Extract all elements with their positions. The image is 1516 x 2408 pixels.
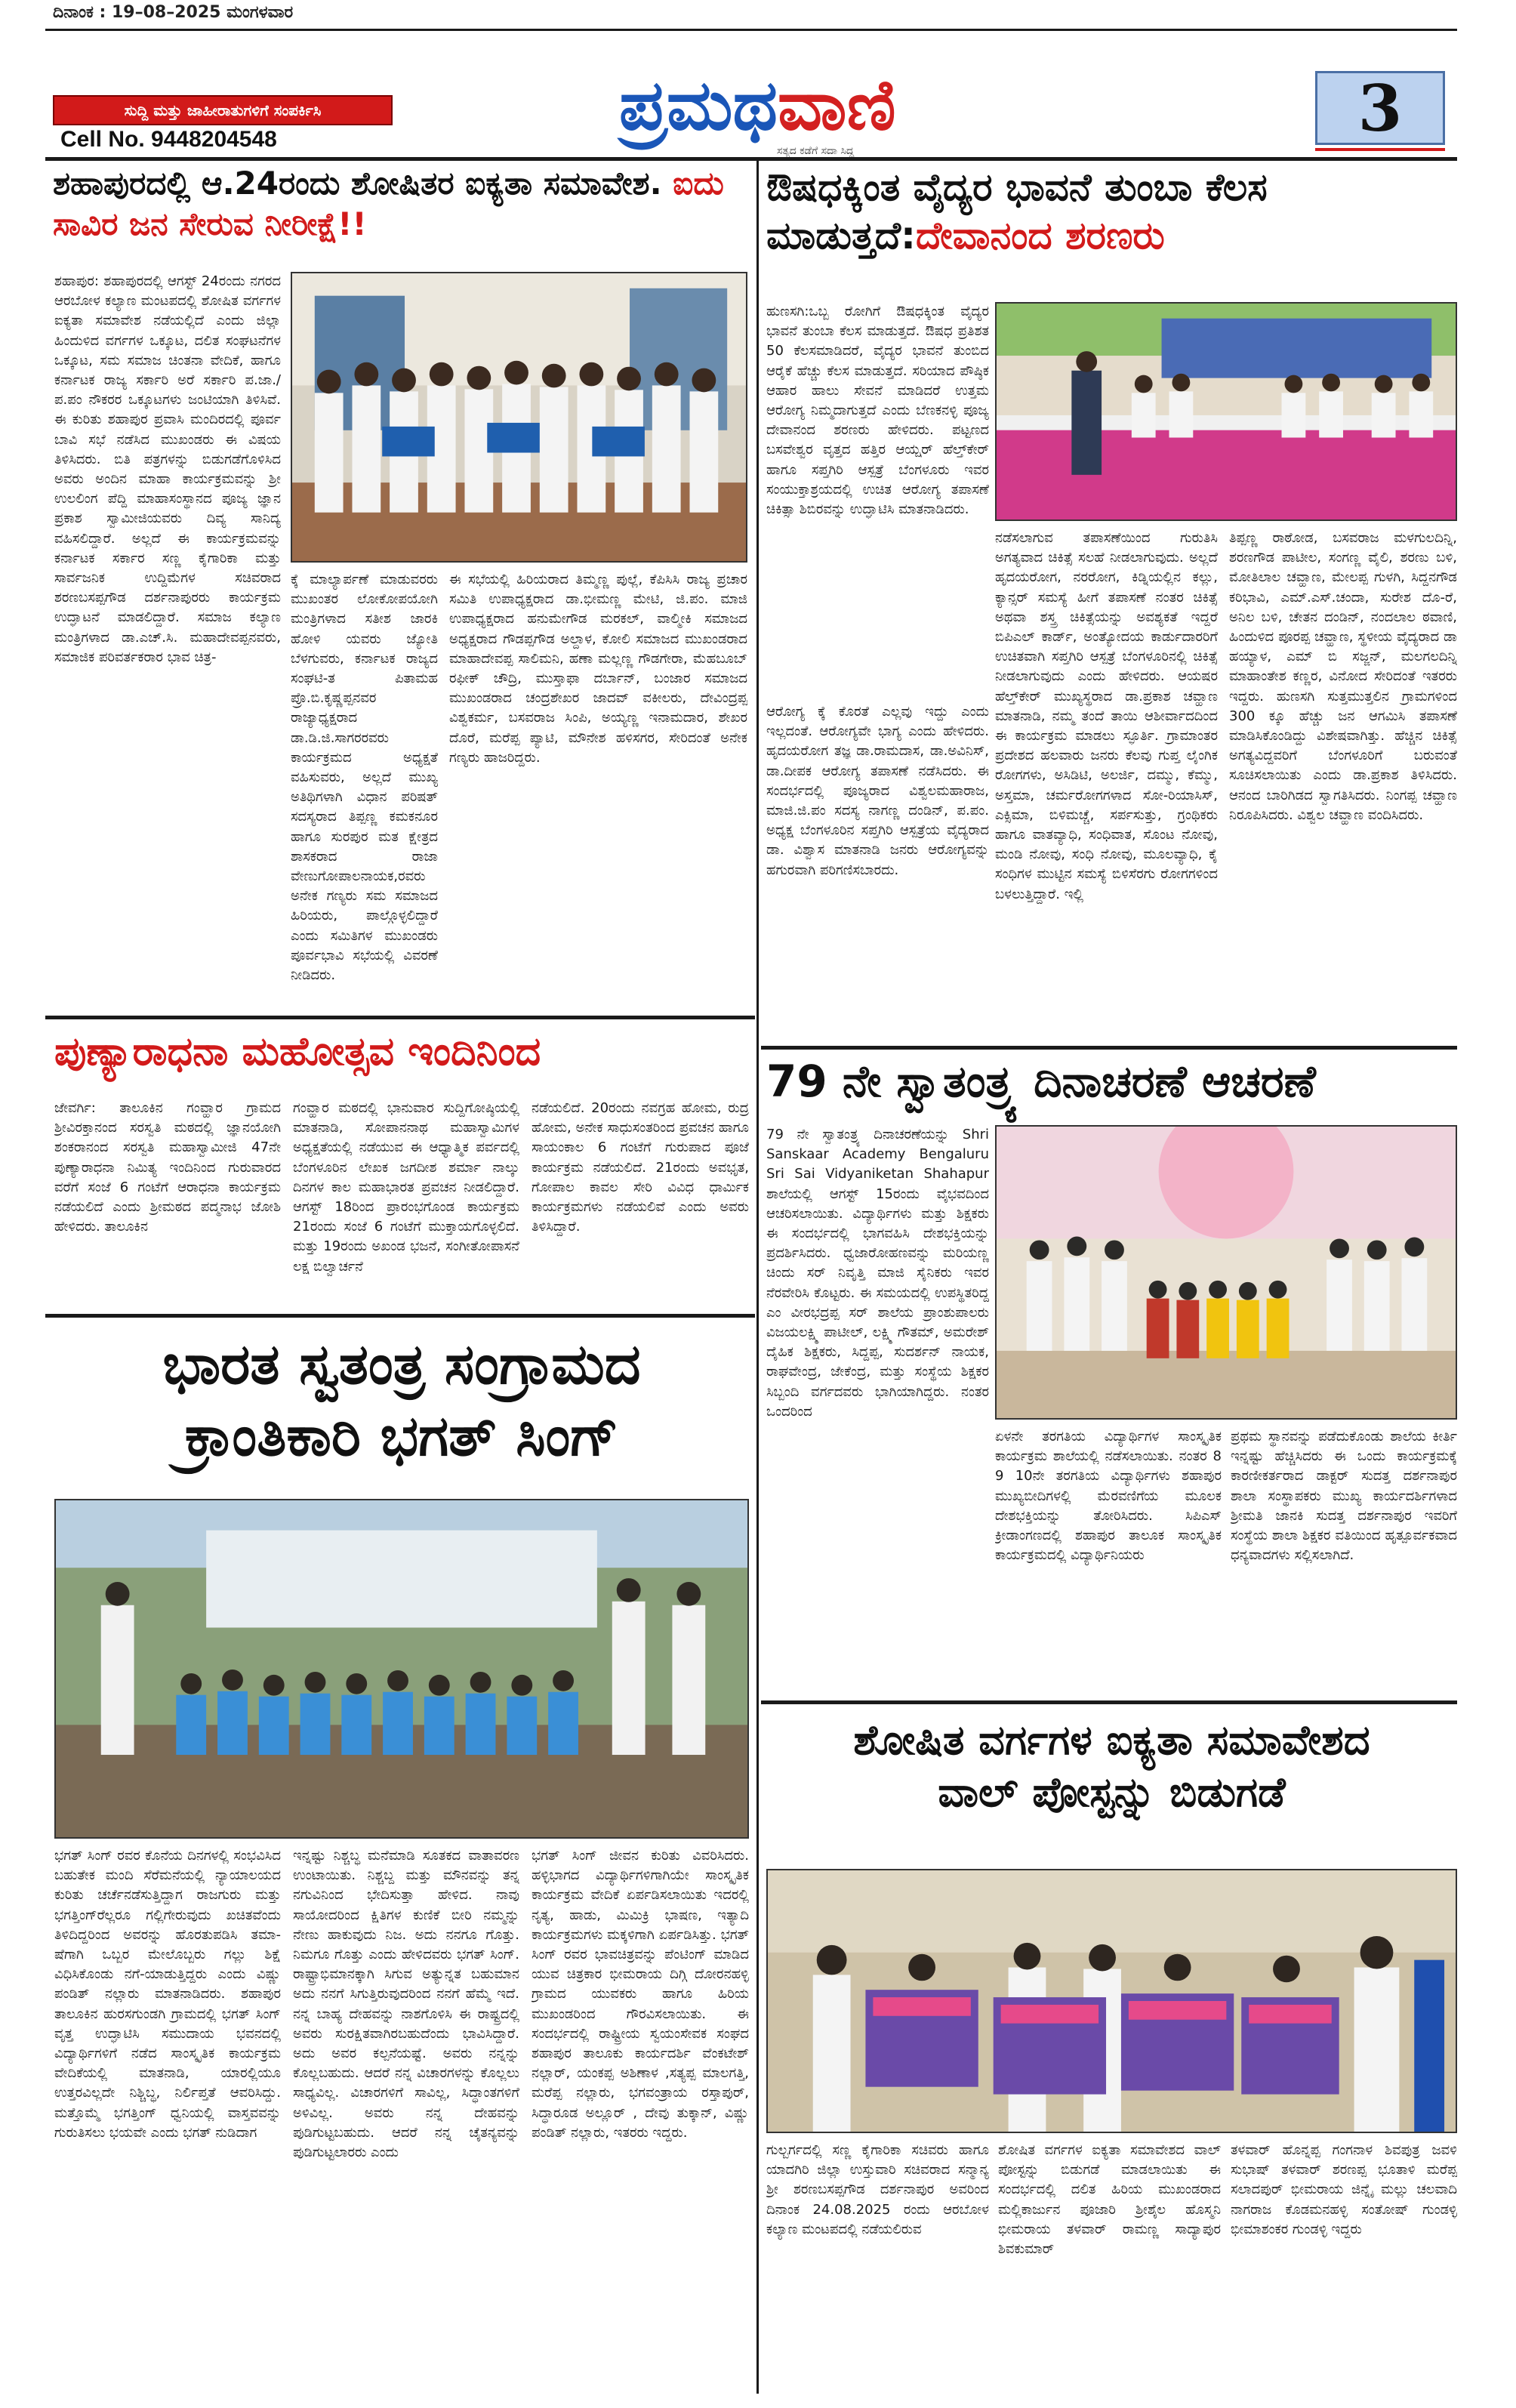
article-1-headline-red: ಐದು ಸಾವಿರ ಜನ ಸೇರುವ ನೀರೀಕ್ಷೆ!! — [53, 165, 724, 242]
article-3-col-1: ಜೇವರ್ಗಿ: ತಾಲೂಕಿನ ಗಂವ್ಹಾರ ಗ್ರಾಮದ ಶ್ರೀವಿರಕ್ತಾನಂದ ಸರಸ್ವತಿ ಮಠದಲ್ಲಿ ಜ್ಞಾನಯೋಗಿ ಶಂಕರಾನಂದ ಸರಸ್ವತಿ ಮಹಾಸ್ವಾಮೀಜಿ 47ನೇ ಪುಣ್ಯಾರಾಧನಾ ನಿಮಿತ್ಯ ಇಂದಿನಿಂದ ಗುರುವಾರದ ವರೆಗೆ ಸಂಜೆ 6 ಗಂಟೆಗೆ ಆರಾಧನಾ ಕಾರ್ಯಕ್ರಮ ನಡೆಯಲಿದೆ ಎಂದು ಶ್ರೀಮಠದ ಪದ್ಮನಾಭ ಜೋಶಿ ಹೇಳಿದರು. ತಾಲೂಕಿನ — [54, 1100, 281, 1235]
photo-meeting-group — [291, 272, 747, 563]
article-6-headline-line-1: ಶೋಷಿತ ವರ್ಗಗಳ ಐಕ್ಯತಾ ಸಮಾವೇಶದ — [853, 1716, 1370, 1764]
cell-number: Cell No. 9448204548 — [60, 127, 277, 152]
photo-independence-day-school — [995, 1125, 1457, 1420]
article-5-col-3: ಭಗತ್ ಸಿಂಗ್ ಜೀವನ ಕುರಿತು ವಿವರಿಸಿದರು. ಹಳ್ಳಿಭಾಗದ ವಿದ್ಯಾರ್ಥಿಗಳಿಗಾಗಿಯೇ ಸಾಂಸ್ಕೃತಿಕ ಕಾರ್ಯಕ್ರಮ ವೇದಿಕೆ ಏರ್ಪಡಿಸಲಾಯಿತು ಇದರಲ್ಲಿ ನೃತ್ಯ, ಹಾಡು, ಮಿಮಿಕ್ರಿ ಭಾಷಣ, ಇತ್ಯಾದಿ ಕಾರ್ಯಕ್ರಮಗಳು ಮಕ್ಕಳಿಗಾಗಿ ಏರ್ಪಡಿಸಿತ್ತು. ಭಗತ್ ಸಿಂಗ್ ರವರ ಭಾವಚಿತ್ರವನ್ನು ಪೆಂಟಿಂಗ್ ಮಾಡಿದ ಯುವ ಚಿತ್ರಕಾರ ಭೀಮರಾಯ ದಿಗ್ಗಿ ದೋರನಹಳ್ಳಿ ಗ್ರಾಮದ ಯುವಕರು ಹಾಗೂ ಹಿರಿಯ ಮುಖಂಡರಿಂದ ಗೌರವಿಸಲಾಯಿತು. ಈ ಸಂದರ್ಭದಲ್ಲಿ ರಾಷ್ಟ್ರೀಯ ಸ್ವಯಂಸೇವಕ ಸಂಘದ ಶಹಾಪುರ ತಾಲೂಕು ಕಾರ್ಯದರ್ಶಿ ವೆಂಕಟೇಶ್ ನಲ್ಲಾರ್, ಯಂಕಪ್ಪ ಅಶಿಣಾಳ ,ಸತ್ಯಪ್ಪ ಮಾಲಗತ್ತಿ, ಮರೆಪ್ಪ ನಲ್ಲಾರು, ಭಗವಂತ್ರಾಯ ರಸ್ತಾಪುರ್, ಸಿದ್ಧಾರೂಡ ಅಲ್ಲೂರ್ , ದೇವು ತುಕ್ಕಾನ್, ವಿಷ್ಣು ಪಂಡಿತ್ ನಲ್ಲಾರು, ಇತರರು ಇದ್ದರು. — [532, 1848, 749, 2141]
dateline: ದಿನಾಂಕ : 19–08–2025 ಮಂಗಳವಾರ — [53, 3, 294, 22]
article-2-intro: ಹುಣಸಗಿ:ಒಬ್ಬ ರೋಗಿಗೆ ಔಷಧಕ್ಕಿಂತ ವೈದ್ಯರ ಭಾವನೆ ತುಂಬಾ ಕೆಲಸ ಮಾಡುತ್ತದೆ. ಔಷಧ ಪ್ರತಿಶತ 50 ಕೆಲಸಮಾಡಿದರೆ, ವೈದ್ಯರ ಭಾವನೆ ತುಂಬಿದ ಆರೈಕೆ ಹೆಚ್ಚು ಕೆಲಸ ಮಾಡುತ್ತದೆ. ಸರಿಯಾದ ಪೌಷ್ಠಿಕ ಆಹಾರ ಹಾಲು ಸೇವನೆ ಮಾಡಿದರೆ ಉತ್ತಮ ಆರೋಗ್ಯ ನಿಮ್ಮದಾಗುತ್ತದೆ ಎಂದು ಬೆಣಕನಳ್ಳಿ ಪೂಜ್ಯ ದೇವಾನಂದ ಶರಣರು ಹೇಳಿದರು. ಪಟ್ಟಣದ ಬಸವೇಶ್ವರ ವೃತ್ತದ ಹತ್ತಿರ ಆಯ್ಷರ್ ಹೆಲ್ತ್‌ಕೇರ್ ಹಾಗೂ ಸಪ್ತಗಿರಿ ಆಸ್ಪತ್ರೆ ಬೆಂಗಳೂರು ಇವರ ಸಂಯುಕ್ತಾಶ್ರಯದಲ್ಲಿ ಉಚಿತ ಆರೋಗ್ಯ ತಪಾಸಣೆ ಚಿಕಿತ್ಸಾ ಶಿಬಿರವನ್ನು ಉದ್ಘಾಟಿಸಿ ಮಾತನಾಡಿದರು. — [766, 304, 989, 518]
center-divider — [756, 159, 759, 2394]
photo-poster-release — [766, 1869, 1457, 2133]
article-5-headline — [54, 1329, 749, 1472]
article-2-headline-black: ಔಷಧಕ್ಕಿಂತ ವೈದ್ಯರ ಭಾವನೆ ತುಂಬಾ ಕೆಲಸ ಮಾಡುತ್ತದೆ: — [766, 165, 1268, 257]
photo-health-camp — [995, 302, 1457, 521]
article-3-col-2: ಗಂವ್ಹಾರ ಮಠದಲ್ಲಿ ಭಾನುವಾರ ಸುದ್ದಿಗೋಷ್ಠಿಯಲ್ಲಿ ಮಾತನಾಡಿ, ಸೋಪಾನನಾಥ ಮಹಾಸ್ವಾಮಿಗಳ ಅಧ್ಯಕ್ಷತೆಯಲ್ಲಿ ನಡೆಯುವ ಈ ಆಧ್ಯಾತ್ಮಿಕ ಪರ್ವದಲ್ಲಿ ಬೆಂಗಳೂರಿನ ಲೇಖಕ ಜಗದೀಶ ಶರ್ಮಾ ನಾಲ್ಕು ದಿನಗಳ ಕಾಲ ಮಹಾಭಾರತ ಪ್ರವಚನ ನೀಡಲಿದ್ದಾರೆ. ಆಗಸ್ಟ್ 18ರಿಂದ ಪ್ರಾರಂಭಗೊಂಡ ಕಾರ್ಯಕ್ರಮ 21ರಂದು ಸಂಜೆ 6 ಗಂಟೆಗೆ ಮುಕ್ತಾಯಗೊಳ್ಳಲಿದೆ. ಮತ್ತು 19ರಂದು ಅಖಂಡ ಭಜನೆ, ಸಂಗೀತೋಪಾಸನೆ ಲಕ್ಷ ಬಿಲ್ವಾರ್ಚನೆ — [293, 1100, 519, 1275]
article-3-headline: ಪುಣ್ಯಾರಾಧನಾ ಮಹೋತ್ಸವ ಇಂದಿನಿಂದ — [54, 1029, 541, 1075]
masthead-top-rule — [45, 29, 1457, 31]
article-2-col-2: ಆರೋಗ್ಯ ಕ್ಕೆ ಕೊರತೆ ಎಲ್ಲವು ಇದ್ದು ಎಂದು ಇಲ್ಲದಂತೆ. ಆರೋಗ್ಯವೇ ಭಾಗ್ಯ ಎಂದು ಹೇಳಿದರು. ಹೃದಯರೋಗ ತಜ್ಞ ಡಾ.ರಾಮದಾಸ, ಡಾ.ಅವಿನಿಸ್, ಡಾ.ದೀಪಕ ಆರೋಗ್ಯ ತಪಾಸಣೆ ನಡೆಸಿದರು. ಈ ಸಂದರ್ಭದಲ್ಲಿ ಪೂಜ್ಯರಾದ ವಿಶ್ವಲಮಹಾರಾಜ, ಮಾಜಿ.ಜಿ.ಪಂ ಸದಸ್ಯ ನಾಗಣ್ಣ ದಂಡಿನ್, ಪ.ಪಂ. ಅಧ್ಯಕ್ಷ ಬೆಂಗಳೂರಿನ ಸಪ್ತಗಿರಿ ಆಸ್ಪತ್ರೆಯ ವೈದ್ಯರಾದ ಡಾ. ವಿಶ್ವಾಸ ಮಾತನಾಡಿ ಜನರು ಆರೋಗ್ಯವನ್ನು ಹಗುರವಾಗಿ ಪರಿಗಣಿಸಬಾರದು. — [766, 704, 989, 878]
article-6-col-1: ಗುಲ್ಬರ್ಗದಲ್ಲಿ ಸಣ್ಣ ಕೈಗಾರಿಕಾ ಸಚಿವರು ಹಾಗೂ ಯಾದಗಿರಿ ಜಿಲ್ಲಾ ಉಸ್ತುವಾರಿ ಸಚಿವರಾದ ಸನ್ಮಾನ್ಯ ಶ್ರೀ ಶರಣಬಸಪ್ಪಗೌಡ ದರ್ಶನಾಪುರ ಅವರಿಂದ ದಿನಾಂಕ 24.08.2025 ರಂದು ಆರಬೋಳ ಕಲ್ಯಾಣ ಮಂಟಪದಲ್ಲಿ ನಡೆಯಲಿರುವ — [766, 2142, 989, 2237]
article-6-col-3: ತಳವಾರ್ ಹೊನ್ನಪ್ಪ ಗಂಗನಾಳ ಶಿವಪುತ್ರ ಜವಳಿ ಸುಭಾಷ್ ತಳವಾರ್ ಶರಣಪ್ಪ ಭೂತಾಳಿ ಮರೆಪ್ಪ ಸಲಾದಪುರ್ ಭೀಮರಾಯ ಜಿನ್ನೈ ಮಲ್ಲು ಚಲವಾದಿ ನಾಗರಾಜ ಕೊಡಮನಹಳ್ಳಿ ಸಂತೋಷ್ ಗುಂಡಳ್ಳಿ ಭೀಮಾಶಂಕರ ಗುಂಡಳ್ಳಿ ಇದ್ದರು — [1231, 2142, 1457, 2237]
logo-part-2: ವಾಣಿ — [777, 65, 896, 146]
logo-wordmark — [619, 65, 1012, 146]
article-4-col-3: ಪ್ರಥಮ ಸ್ಥಾನವನ್ನು ಪಡೆದುಕೊಂಡು ಶಾಲೆಯ ಕೀರ್ತಿ ಇನ್ನಷ್ಟು ಹೆಚ್ಚಿಸಿದರು ಈ ಒಂದು ಕಾರ್ಯಕ್ರಮಕ್ಕೆ ಕಾರಣೀಕರ್ತರಾದ ಡಾಕ್ಟರ್ ಸುದತ್ತ ದರ್ಶನಾಪುರ ಶಾಲಾ ಸಂಸ್ಥಾಪಕರು ಮುಖ್ಯ ಕಾರ್ಯದರ್ಶಿಗಳಾದ ಶ್ರೀಮತಿ ಜಾನಕಿ ಸುದತ್ತ ದರ್ಶನಾಪುರ ಇವರಿಗೆ ಸಂಸ್ಥೆಯ ಶಾಲಾ ಶಿಕ್ಷಕರ ವತಿಯಿಂದ ಹೃತ್ಪೂರ್ವಕವಾದ ಧನ್ಯವಾದಗಳು ಸಲ್ಲಿಸಲಾಗಿದೆ. — [1231, 1429, 1457, 1564]
article-3-bottom-rule — [45, 1314, 755, 1318]
article-2-bottom-rule — [761, 1046, 1457, 1050]
article-1-bottom-rule — [45, 1016, 755, 1019]
article-1-headline — [53, 163, 747, 245]
article-6-headline — [766, 1714, 1457, 1818]
article-1-col-2: ಕ್ಕೆ ಮಾಲ್ಯಾರ್ಪಣೆ ಮಾಡುವರರು ಮುಖಂತರ ಲೋಕೋಪಯೋಗಿ ಮಂತ್ರಿಗಳಾದ ಸತೀಶ ಜಾರಕಿ ಹೋಳಿ ಯವರು ಜ್ಯೋತಿ ಬೆಳಗುವರು, ಕರ್ನಾಟಕ ರಾಜ್ಯದ ಸಂಘಟಿ-ತ ಪಿತಾಮಹ ಪ್ರೊ.ಬಿ.ಕೃಷ್ಣಪ್ಪನವರ ರಾಜ್ಯಾಧ್ಯಕ್ಷರಾದ ಡಾ.ಡಿ.ಜಿ.ಸಾಗರರವರು ಕಾರ್ಯಕ್ರಮದ ಅಧ್ಯಕ್ಷತೆ ವಹಿಸುವರು, ಅಲ್ಲದೆ ಮುಖ್ಯ ಅತಿಥಿಗಳಾಗಿ ವಿಧಾನ ಪರಿಷತ್ ಸದಸ್ಯರಾದ ತಿಪ್ಪಣ್ಣ ಕಮಕನೂರ ಹಾಗೂ ಸುರಪುರ ಮತ ಕ್ಷೇತ್ರದ ಶಾಸಕರಾದ ರಾಜಾ ವೇಣುಗೋಪಾಲನಾಯಕ,ರವರು ಅನೇಕ ಗಣ್ಯರು ಸಮ ಸಮಾಜದ ಹಿರಿಯರು, ಪಾಲ್ಗೊಳ್ಳಲಿದ್ದಾರೆ ಎಂದು ಸಮಿತಿಗಳ ಮುಖಂಡರು ಪೂರ್ವಭಾವಿ ಸಭೆಯಲ್ಲಿ ವಿವರಣೆ ನೀಡಿದರು. — [291, 572, 438, 984]
article-1-col-1: ಶಹಾಪುರ: ಶಹಾಪುರದಲ್ಲಿ ಆಗಸ್ಟ್ 24ರಂದು ನಗರದ ಆರಬೋಳ ಕಲ್ಯಾಣ ಮಂಟಪದಲ್ಲಿ ಶೋಷಿತ ವರ್ಗಗಳ ಐಕ್ಯತಾ ಸಮಾವೇಶ ನಡೆಯಲ್ಲಿದೆ ಎಂದು ಜಿಲ್ಲಾ ಹಿಂದುಳಿದ ವರ್ಗಗಳ ಒಕ್ಕೂಟ, ದಲಿತ ಸಂಘಟನೆಗಳ ಒಕ್ಕೂಟ, ಸಮ ಸಮಾಜ ಚಿಂತನಾ ವೇದಿಕೆ, ಹಾಗೂ ಕರ್ನಾಟಕ ರಾಜ್ಯ ಸರ್ಕಾರಿ ಅರೆ ಸರ್ಕಾರಿ ಪ.ಜಾ./ಪ.ಪಂ ನೌಕರರ ಒಕ್ಕೂಟಗಳು ಜಂಟಿಯಾಗಿ ತಿಳಿಸಿವೆ. ಈ ಕುರಿತು ಶಹಾಪುರ ಪ್ರವಾಸಿ ಮಂದಿರದಲ್ಲಿ ಪೂರ್ವ ಬಾವಿ ಸಭೆ ನಡೆಸಿದ ಮುಖಂಡರು ಈ ವಿಷಯ ತಿಳಿಸಿದರು. ಬಿತಿ ಪತ್ರಗಳನ್ನು ಬಿಡುಗಡೆಗೊಳಿಸಿದ ಅವರು ಅಂದಿನ ಮಾಹಾ ಕಾರ್ಯಕ್ರಮವನ್ನು ಶ್ರೀ ಉಲಲಿಂಗ ಪೆದ್ದಿ ಮಾಹಾಸಂಸ್ಥಾನದ ಪೂಜ್ಯ ಜ್ಞಾನ ಪ್ರಕಾಶ ಸ್ವಾಮೀಜಿಯವರು ದಿವ್ಯ ಸಾನಿದ್ಯ ವಹಿಸಲಿದ್ದಾರೆ. ಅಲ್ಲದೆ ಈ ಕಾರ್ಯಕ್ರಮವನ್ನು ಕರ್ನಾಟಕ ಸರ್ಕಾರ ಸಣ್ಣ ಕೈಗಾರಿಕಾ ಮತ್ತು ಸಾರ್ವಜನಿಕ ಉದ್ದಿಮೆಗಳ ಸಚಿವರಾದ ಶರಣಬಸಪ್ಪಗೌಡ ದರ್ಶನಾಪುರರು ಕಾರ್ಯಕ್ರಮ ಉದ್ಘಾಟನೆ ಮಾಡಲಿದ್ದಾರೆ. ಸಮಾಜ ಕಲ್ಯಾಣ ಮಂತ್ರಿಗಳಾದ ಡಾ.ಎಚ್.ಸಿ. ಮಹಾದೇವಪ್ಪನವರು, ಸಮಾಜಿಕ ಪರಿವರ್ತಕರಾರ ಭಾವ ಚಿತ್ರ- — [54, 273, 281, 665]
article-4-intro: 79 ನೇ ಸ್ವಾತಂತ್ರ್ಯ ದಿನಾಚರಣೆಯನ್ನು Shri Sanskaar Academy Bengaluru Sri Sai Vidyaniketan Shahapur ಶಾಲೆಯಲ್ಲಿ ಆಗಸ್ಟ್ 15ರಂದು ವೈಭವದಿಂದ ಆಚರಿಸಲಾಯಿತು. ವಿದ್ಯಾರ್ಥಿಗಳು ಮತ್ತು ಶಿಕ್ಷಕರು ಈ ಸಂದರ್ಭದಲ್ಲಿ ಭಾಗವಹಿಸಿ ದೇಶಭಕ್ತಿಯನ್ನು ಪ್ರದರ್ಶಿಸಿದರು. ಧ್ವಜಾರೋಹಣವನ್ನು ಮರಿಯಣ್ಣ ಚಿಂದು ಸರ್ ನಿವೃತ್ತಿ ಮಾಜಿ ಸೈನಿಕರು ಇವರ ನೆರವೇರಿಸಿ ಕೊಟ್ಟರು. ಈ ಸಮಯದಲ್ಲಿ ಉಪಸ್ಥಿತರಿದ್ದ ಎಂ ವೀರಭದ್ರಪ್ಪ ಸರ್ ಶಾಲೆಯ ಪ್ರಾಂಶುಪಾಲರು ವಿಜಯಲಕ್ಷ್ಮಿ ಪಾಟೀಲ್, ಲಕ್ಷ್ಮಿ ಗೌತಮ್, ಅಮರೇಶ್ ದೈಹಿಕ ಶಿಕ್ಷಕರು, ಸಿದ್ದಪ್ಪ, ಸುದರ್ಶನ್ ನಾಯಕ, ರಾಘವೇಂದ್ರ, ಜೇಕೆಂದ್ರ, ಮತ್ತು ಸಂಸ್ಥೆಯ ಶಿಕ್ಷಕರ ಸಿಬ್ಬಂದಿ ವರ್ಗದವರು ಭಾಗಿಯಾಗಿದ್ದರು. ನಂತರ ಒಂದರಿಂದ — [766, 1127, 989, 1420]
page-number: 3 — [1315, 71, 1445, 145]
article-2-headline-red: ದೇವಾನಂದ ಶರಣರು — [916, 214, 1165, 257]
article-6-col-2: ಶೋಷಿತ ವರ್ಗಗಳ ಐಕ್ಯತಾ ಸಮಾವೇಶದ ವಾಲ್ ಪೋಸ್ಟನ್ನು ಬಿಡುಗಡೆ ಮಾಡಲಾಯಿತು ಈ ಸಂದರ್ಭದಲ್ಲಿ ದಲಿತ ಹಿರಿಯ ಮುಖಂಡರಾದ ಮಲ್ಲಿಕಾರ್ಜುನ ಪೂಜಾರಿ ಶ್ರೀಶೈಲ ಹೊಸ್ಮನಿ ಭೀಮರಾಯ ತಳವಾರ್ ರಾಮಣ್ಣ ಸಾದ್ಯಾಪುರ ಶಿವಕುಮಾರ್ — [998, 2142, 1221, 2258]
contact-banner: ಸುದ್ದಿ ಮತ್ತು ಜಾಹೀರಾತುಗಳಿಗೆ ಸಂಪರ್ಕಿಸಿ — [53, 95, 393, 125]
photo-village-children — [54, 1499, 749, 1839]
article-1-col-3: ಈ ಸಭೆಯಲ್ಲಿ ಹಿರಿಯರಾದ ತಿಮ್ಮಣ್ಣ ಪುಲ್ಲೆ, ಕೆಪಿಸಿಸಿ ರಾಜ್ಯ ಪ್ರಚಾರ ಸಮಿತಿ ಉಪಾಧ್ಯಕ್ಷರಾದ ಡಾ.ಭೀಮಣ್ಣ ಮೇಟಿ, ಜಿ.ಪಂ. ಮಾಜಿ ಉಪಾಧ್ಯಕ್ಷರಾದ ಹನುಮೇಗೌಡ ಮರಕಲ್, ವಾಲ್ಮೀಕಿ ಸಮಾಜದ ಅಧ್ಯಕ್ಷರಾದ ಗೌಡಪ್ಪಗೌಡ ಅಲ್ದಾಳ, ಕೋಲಿ ಸಮಾಜದ ಮುಖಂಡರಾದ ಮಾಹಾದೇವಪ್ಪ ಸಾಲಿಮನಿ, ಹಣಾ ಮಲ್ಲಣ್ಣ ಗೌಡಗೇರಾ, ಮೆಹಬೂಬ್ ರಫೀಕ್ ಚೌದ್ರಿ, ಮುಸ್ತಾಫಾ ದರ್ಬಾನ್, ಬಂಜಾರ ಸಮಾಜದ ಮುಖಂಡರಾದ ಚಂದ್ರಶೇಖರ ಜಾದವ್ ವಕೀಲರು, ದೇವಿಂದ್ರಪ್ಪ ವಿಶ್ವಕರ್ಮ, ಬಸವರಾಜ ಸಿಂಪಿ, ಅಯ್ಯಣ್ಣ ಇನಾಮದಾರ, ಶೇಖರ ದೊರೆ, ಮರೆಪ್ಪ ಪ್ಯಾಟಿ, ಮೌನೇಶ ಹಳಿಸಗರ, ಸೇರಿದಂತೆ ಅನೇಕ ಗಣ್ಯರು ಹಾಜರಿದ್ದರು. — [449, 572, 747, 766]
article-4-headline: 79 ನೇ ಸ್ವಾತಂತ್ರ್ಯ ದಿನಾಚರಣೆ ಆಚರಣೆ — [766, 1056, 1316, 1107]
article-5-headline-line-1: ಭಾರತ ಸ್ವತಂತ್ರ ಸಂಗ್ರಾಮದ — [162, 1332, 641, 1397]
article-4-bottom-rule — [761, 1700, 1457, 1704]
article-5-headline-line-2: ಕ್ರಾಂತಿಕಾರಿ ಭಗತ್ ಸಿಂಗ್ — [184, 1403, 619, 1469]
article-5-col-1: ಭಗತ್ ಸಿಂಗ್ ರವರ ಕೊನೆಯ ದಿನಗಳಲ್ಲಿ ಸಂಭವಿಸಿದ ಬಹುತೇಕ ಮಂದಿ ಸೆರೆಮನೆಯಲ್ಲಿ ನ್ಯಾಯಾಲಯದ ಕುರಿತು ಚರ್ಚೆನಡೆಸುತ್ತಿದ್ದಾಗ ರಾಜಗುರು ಮತ್ತು ಭಗತ್ತಿಂಗ್‌ರೆಲ್ಲರೂ ಗಲ್ಲಿಗೇರುವುದು ಖಚಿತವೆಂದು ತಿಳಿದಿದ್ದರಿಂದ ಅವರನ್ನು ಹೊರತುಪಡಿಸಿ ತಮಾ-ಷೆಗಾಗಿ ಒಬ್ಬರ ಮೇಲೊಬ್ಬರು ಗಲ್ಲು ಶಿಕ್ಷೆ ವಿಧಿಸಿಕೊಂಡು ನಗೆ-ಯಾಡುತ್ತಿದ್ದರು ಎಂದು ವಿಷ್ಣು ಪಂಡಿತ್ ನಲ್ಲಾರು ಮಾತನಾಡಿದರು. ಶಹಾಪುರ ತಾಲೂಕಿನ ಹುರಸಗುಂಡಗಿ ಗ್ರಾಮದಲ್ಲಿ ಭಗತ್ ಸಿಂಗ್ ವೃತ್ತ ಉದ್ಘಾಟಿಸಿ ಸಮುದಾಯ ಭವನದಲ್ಲಿ ವಿದ್ಯಾರ್ಥಿಗಳಿಗೆ ನಡೆದ ಸಾಂಸ್ಕೃತಿಕ ಕಾರ್ಯಕ್ರಮ ವೇದಿಕೆಯಲ್ಲಿ ಮಾತನಾಡಿ, ಯಾರಲ್ಲಿಯೂ ಉತ್ತರವಿಲ್ಲದೇ ನಿಶ್ಚಿಬ್ಧ, ನಿರ್ಲಿಪ್ತತೆ ಆವರಿಸಿದ್ದು. ಮತ್ತೊಮ್ಮೆ ಭಗತ್ತಿಂಗ್ ಧ್ವನಿಯಲ್ಲಿ ವಾಸ್ತವವನ್ನು ಗುರುತಿಸಲು ಭಯವೇ ಎಂದು ಭಗತ್ ನುಡಿದಾಗ — [54, 1848, 281, 2141]
logo-part-1: ಪ್ರಮಥ — [619, 65, 778, 146]
article-2-col-3: ತಿಪ್ಪಣ್ಣ ರಾಠೋಡ, ಬಸವರಾಜ ಮಳಗುಲದಿನ್ನಿ, ಶರಣಗೌಡ ಪಾಟೀಲ, ಸಂಗಣ್ಣ ವೈಲಿ, ಶರಣು ಬಳಿ, ಮೋತಿಲಾಲ ಚವ್ಹಾಣ, ಮೇಲಪ್ಪ ಗುಳಗಿ, ಸಿದ್ದನಗೌಡ ಕರಿಭಾವಿ, ಎಮ್.ಎಸ್.ಚಂದಾ, ಸುರೇಶ ದೊ-ರೆ, ಅನಿಲ ಬಳಿ, ಚೇತನ ದಂಡಿನ್, ನಂದಲಾಲ ಠವಾಣಿ, ಹಿಂದುಳಿದ ಪೂರಪ್ಪ ಚವ್ಹಾಣ, ಸ್ಥಳೀಯ ವೈದ್ಯರಾದ ಡಾ ಹಯ್ಯಾಳ, ಎಮ್ ಬಿ ಸಜ್ಜನ್, ಮಲಗಲದಿನ್ನಿ ಮಾಹಾಂತೇಶ ಕಣ್ಣರ, ವಿನೋದ ಸೇರಿದಂತೆ ಇತರರು ಇದ್ದರು. ಹುಣಸಗಿ ಸುತ್ತಮುತ್ತಲಿನ ಗ್ರಾಮಗಳಿಂದ 300 ಕ್ಕೂ ಹೆಚ್ಚು ಜನ ಆಗಮಿಸಿ ತಪಾಸಣೆ ಮಾಡಿಸಿಕೊಂಡಿದ್ದು ವಿಶೇಷವಾಗಿತ್ತು. ಹೆಚ್ಚಿನ ಚಿಕಿತ್ಸೆ ಅಗತ್ಯವಿದ್ದವರಿಗೆ ಬೆಂಗಳೂರಿಗೆ ಬರುವಂತೆ ಸೂಚಿಸಲಾಯಿತು ಎಂದು ಡಾ.ಪ್ರಕಾಶ ತಿಳಿಸಿದರು. ಆನಂದ ಬಾರಿಗಿಡದ ಸ್ವಾಗತಿಸಿದರು. ನಿಂಗಪ್ಪ ಚವ್ಹಾಣ ನಿರೂಪಿಸಿದರು. ವಿಶ್ವಲ ಚವ್ಹಾಣ ವಂದಿಸಿದರು. — [1229, 530, 1457, 823]
article-5-col-2: ಇನ್ನಷ್ಟು ನಿಶ್ಚಬ್ಧ ಮನೆಮಾಡಿ ಸೂತಕದ ವಾತಾವರಣ ಉಂಟಾಯಿತು. ನಿಶ್ಚಬ್ದ ಮತ್ತು ಮೌನವನ್ನು ತನ್ನ ನಗುವಿನಿಂದ ಭೇದಿಸುತ್ತಾ ಹೇಳಿದ. ನಾವು ಸಾಯೋದರಿಂದ ಕ್ಷಿತಿಗಳ ಕುಣಿಕೆ ಬೀರಿ ನಮ್ಮನ್ನು ನೇಣು ಹಾಕುವುದು ನಿಜ. ಅದು ನನಗೂ ಗೊತ್ತು. ನಿಮಗೂ ಗೊತ್ತು ಎಂದು ಹೇಳಿದವರು ಭಗತ್ ಸಿಂಗ್. ರಾಷ್ಟ್ರಾಭಿಮಾನಕ್ಕಾಗಿ ಸಿಗುವ ಅತ್ಯುನ್ನತ ಬಹುಮಾನ ಅದು ನನಗೆ ಸಿಗುತ್ತಿರುವುದರಿಂದ ನನಗೆ ಹೆಮ್ಮೆ ಇದೆ. ನನ್ನ ಬಾಹ್ಯ ದೇಹವನ್ನು ನಾಶಗೊಳಿಸಿ ಈ ರಾಷ್ಟ್ರದಲ್ಲಿ ಅವರು ಸುರಕ್ಷಿತವಾಗಿರಬಹುದೆಂದು ಭಾವಿಸಿದ್ದಾರೆ. ಅದು ಅವರ ಕಲ್ಪನೆಯಷ್ಟೆ. ಅವರು ನನ್ನನ್ನು ಕೊಲ್ಲಬಹುದು. ಆದರೆ ನನ್ನ ವಿಚಾರಗಳನ್ನು ಕೊಲ್ಲಲು ಸಾಧ್ಯವಿಲ್ಲ. ವಿಚಾರಗಳಿಗೆ ಸಾವಿಲ್ಲ, ಸಿದ್ಧಾಂತಗಳಿಗೆ ಅಳಿವಿಲ್ಲ. ಅವರು ನನ್ನ ದೇಹವನ್ನು ಪುಡಿಗುಟ್ಟಬಹುದು. ಆದರೆ ನನ್ನ ಚೈತನ್ಯವನ್ನು ಪುಡಿಗುಟ್ಟಲಾರರು ಎಂದು — [293, 1848, 519, 2161]
page-number-accent — [1315, 148, 1445, 151]
logo-tagline: ಸತ್ಯದ ಕಡೆಗೆ ಸದಾ ಸಿದ್ಧ — [776, 145, 855, 157]
article-2-col-1: ನಡೆಸಲಾಗುವ ತಪಾಸಣೆಯಿಂದ ಗುರುತಿಸಿ ಅಗತ್ಯವಾದ ಚಿಕಿತ್ಸೆ ಸಲಹೆ ನೀಡಲಾಗುವುದು. ಅಲ್ಲದೆ ಹೃದಯರೋಗ, ನರರೋಗ, ಕಿಡ್ನಿಯಲ್ಲಿನ ಕಲ್ಲು, ಕ್ಯಾನ್ಸರ್ ಸಮಸ್ಯೆ ಹೀಗೆ ತಪಾಸಣೆ ನಂತರ ಚಿಕಿತ್ಸೆ ಅಥವಾ ಶಸ್ತ್ರ ಚಿಕಿತ್ಸೆಯನ್ನು ಅವಶ್ಯಕತೆ ಇದ್ದರೆ ಬಿಪಿಎಲ್ ಕಾರ್ಡ್, ಅಂತ್ಯೋದಯ ಕಾರ್ಡುದಾರರಿಗೆ ಉಚಿತವಾಗಿ ಸಪ್ತಗಿರಿ ಆಸ್ಪತ್ರೆ ಬೆಂಗಳೂರಿನಲ್ಲಿ ಚಿಕಿತ್ಸೆ ನೀಡಲಾಗುವುದು ಎಂದು ಹೇಳಿದರು. ಆಯಷರ ಹೆಲ್ತ್‌ಕೇರ್ ಮುಖ್ಯಸ್ಥರಾದ ಡಾ.ಪ್ರಕಾಶ ಚವ್ಹಾಣ ಮಾತನಾಡಿ, ನಮ್ಮ ತಂದೆ ತಾಯಿ ಆಶೀರ್ವಾದದಿಂದ ಈ ಕಾರ್ಯಕ್ರಮ ಮಾಡಲು ಸ್ಫೂರ್ತಿ. ಗ್ರಾಮಾಂತರ ಪ್ರದೇಶದ ಹಲವಾರು ಜನರು ಕೆಲವು ಗುಪ್ತ ಲೈಂಗಿಕ ರೋಗಗಳು, ಅಸಿಡಿಟಿ, ಅಲರ್ಜಿ, ದಮ್ಮು, ಕೆಮ್ಮು, ಅಸ್ತಮಾ, ಚರ್ಮರೋಗಗಳಾದ ಸೋ-ರಿಯಾಸಿಸ್, ಎಕ್ಸಿಮಾ, ಬಿಳಿಮಚ್ಚೆ, ಸರ್ಪಸುತ್ತು, ಗ್ರಂಥಿಕರು ಹಾಗೂ ವಾತವ್ಯಾಧಿ, ಸಂಧಿವಾತ, ಸೊಂಟ ನೋವು, ಮಂಡಿ ನೋವು, ಸಂಧಿ ನೋವು, ಮೂಲವ್ಯಾಧಿ, ಕೈ ಸಂಧಿಗಳ ಮುಟ್ಟಿನ ಸಮಸ್ಯೆ ಬಿಳಿಸೆರಗು ರೋಗಗಳಿಂದ ಬಳಲುತ್ತಿದ್ದಾರೆ. ಇಲ್ಲಿ — [995, 530, 1218, 902]
article-6-headline-line-2: ವಾಲ್ ಪೋಸ್ಟನ್ನು ಬಿಡುಗಡೆ — [938, 1768, 1286, 1817]
masthead-bottom-rule — [45, 157, 1457, 161]
article-3-col-3: ನಡೆಯಲಿದೆ. 20ರಂದು ನವಗ್ರಹ ಹೋಮ, ರುದ್ರ ಹೋಮ, ಅನೇಕ ಸಾಧುಸಂತರಿಂದ ಪ್ರವಚನ ಹಾಗೂ ಸಾಯಂಕಾಲ 6 ಗಂಟೆಗೆ ಗುರುಪಾದ ಪೂಜೆ ಕಾರ್ಯಕ್ರಮ ನಡೆಯಲಿದೆ. 21ರಂದು ಅವಭೃತ, ಗೋಪಾಲ ಕಾವಲ ಸೇರಿ ವಿವಿಧ ಧಾರ್ಮಿಕ ಕಾರ್ಯಕ್ರಮಗಳು ನಡೆಯಲಿವೆ ಎಂದು ಅವರು ತಿಳಿಸಿದ್ದಾರೆ. — [532, 1100, 749, 1235]
article-2-headline — [766, 163, 1461, 260]
article-1-headline-black: ಶಹಾಪುರದಲ್ಲಿ ಆ.24ರಂದು ಶೋಷಿತರ ಐಕ್ಯತಾ ಸಮಾವೇಶ. — [53, 165, 662, 202]
article-4-col-2: ಏಳನೇ ತರಗತಿಯ ವಿದ್ಯಾರ್ಥಿಗಳ ಸಾಂಸ್ಕೃತಿಕ ಕಾರ್ಯಕ್ರಮ ಶಾಲೆಯಲ್ಲಿ ನಡೆಸಲಾಯಿತು. ನಂತರ 8 9 10ನೇ ತರಗತಿಯ ವಿದ್ಯಾರ್ಥಿಗಳು ಶಹಾಪುರ ಮುಖ್ಯಬೀದಿಗಳಲ್ಲಿ ಮೆರವಣಿಗೆಯ ಮೂಲಕ ದೇಶಭಕ್ತಿಯನ್ನು ತೋರಿಸಿದರು. ಸಿಪಿಎಸ್ ಕ್ರೀಡಾಂಗಣದಲ್ಲಿ ಶಹಾಪುರ ತಾಲೂಕ ಸಾಂಸ್ಕೃತಿಕ ಕಾರ್ಯಕ್ರಮದಲ್ಲಿ ವಿದ್ಯಾರ್ಥಿನಿಯರು — [995, 1429, 1222, 1564]
